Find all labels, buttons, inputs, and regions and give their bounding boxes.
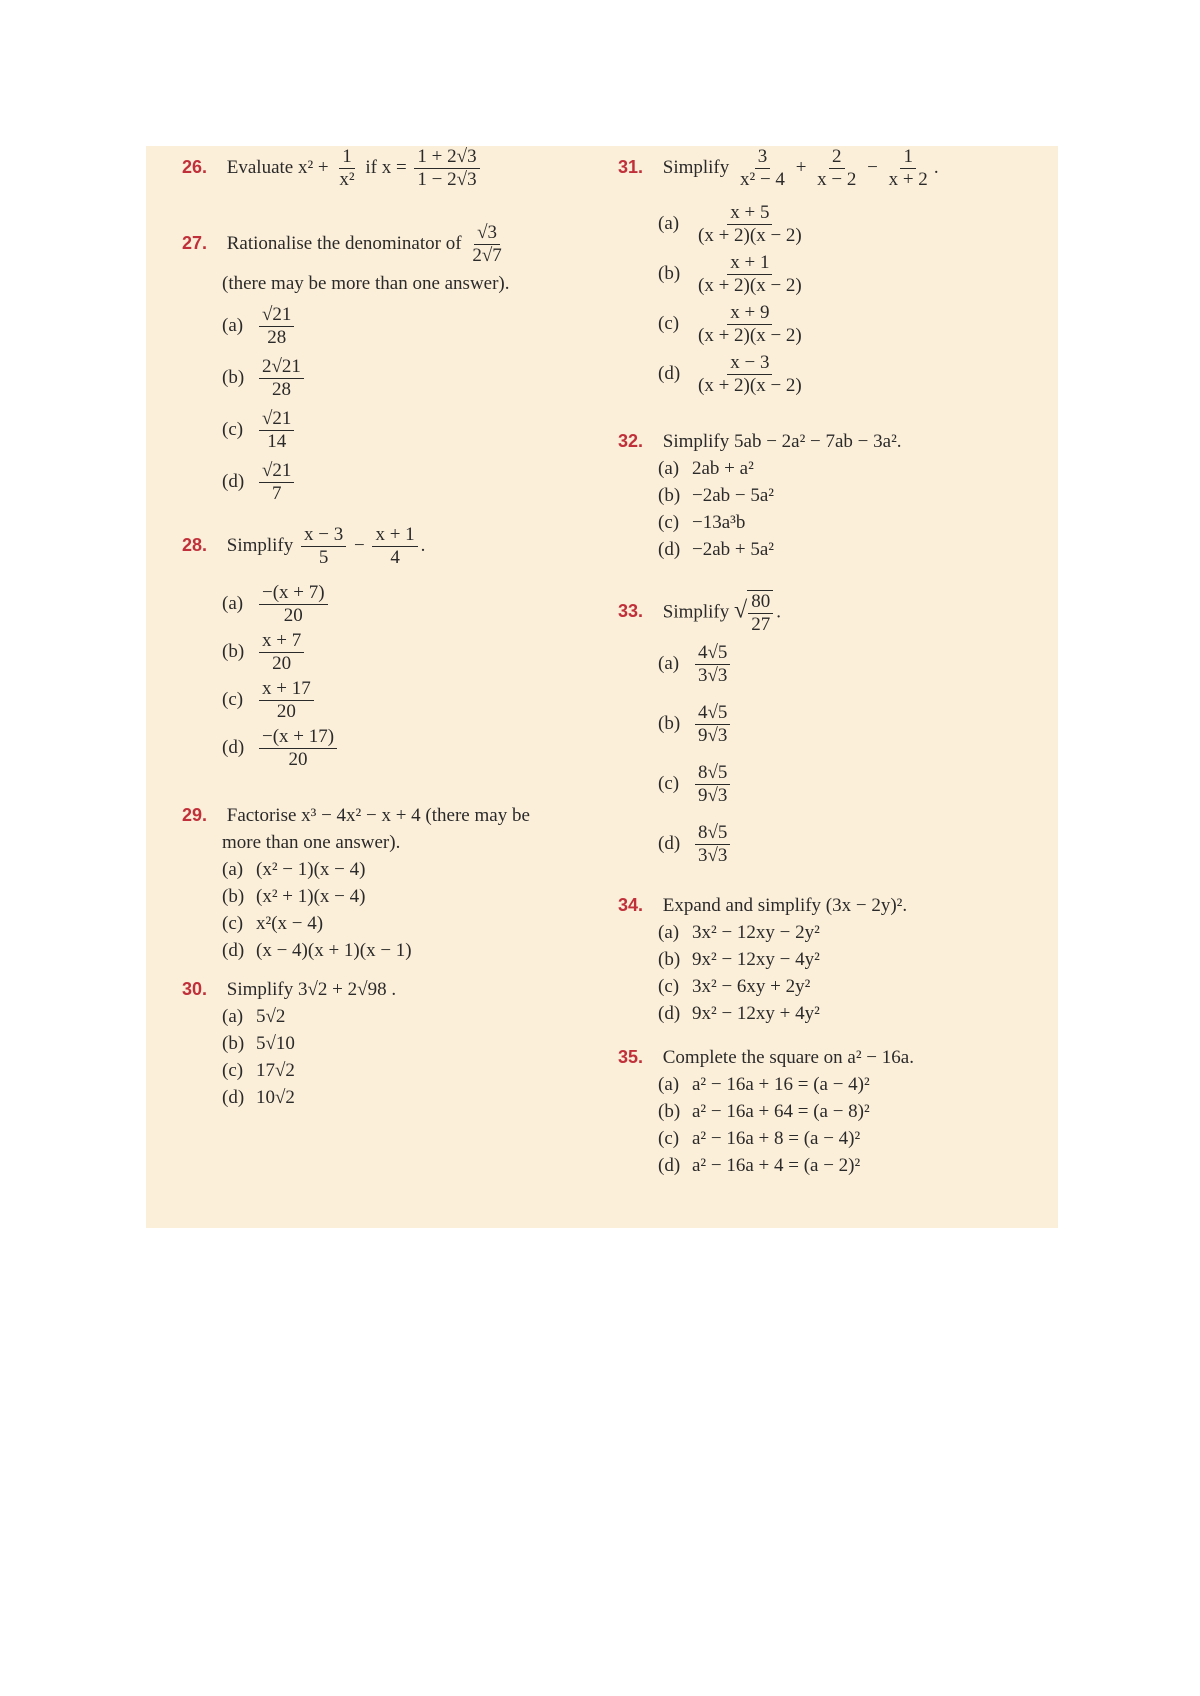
question-34 — [618, 892, 907, 919]
option-27b[interactable]: (b) $\frac{2√21}{28}$ — [222, 356, 307, 401]
question-note: (there may be more than one answer). — [222, 273, 510, 294]
option-32c[interactable]: (c) −13a³b — [658, 512, 746, 533]
question-text: Simplify 3√2 + 2√98 . — [226, 979, 397, 1000]
question-text: Simplify — [662, 156, 730, 178]
question-35 — [618, 1044, 914, 1071]
exercise-panel — [146, 146, 1058, 1228]
fraction: $\frac{80}{27}$ — [747, 590, 773, 636]
question-26 — [182, 146, 483, 191]
option-30b[interactable]: (b) 5√10 — [222, 1033, 295, 1054]
option-31c[interactable]: (c) $\frac{x + 9}{(x + 2)(x - 2)}$ — [658, 302, 802, 346]
question-28: 28. Simplify $\frac{x - 3}{5}$ − $\frac{x + 1}{4}$ . — [182, 524, 426, 568]
question-29 — [182, 802, 530, 829]
option-35c[interactable]: (c) a² − 16a + 8 = (a − 4)² — [658, 1128, 861, 1149]
option-30d[interactable]: (d) 10√2 — [222, 1087, 295, 1108]
fraction: $\frac{2}{x - 2}$ — [817, 146, 857, 190]
question-number: 34. — [618, 895, 644, 915]
question-text: Evaluate — [226, 156, 294, 178]
option-27a[interactable]: (a) $\frac{√21}{28}$ — [222, 304, 297, 349]
question-32 — [618, 428, 902, 455]
expression: if x = — [365, 156, 407, 178]
option-29b[interactable]: (b) (x² + 1)(x − 4) — [222, 886, 366, 907]
question-number: 31. — [618, 156, 644, 177]
option-32a[interactable]: (a) 2ab + a² — [658, 458, 754, 479]
fraction: $\frac{1}{x + 2}$ — [888, 146, 928, 190]
question-text: Simplify — [226, 534, 294, 556]
radical-sign: √ — [734, 597, 748, 624]
expression: x² + — [297, 156, 329, 178]
question-number: 28. — [182, 534, 208, 555]
option-35d[interactable]: (d) a² − 16a + 4 = (a − 2)² — [658, 1155, 861, 1176]
option-35a[interactable]: (a) a² − 16a + 16 = (a − 4)² — [658, 1074, 870, 1095]
option-29a[interactable]: (a) (x² − 1)(x − 4) — [222, 859, 366, 880]
option-27d[interactable]: (d) $\frac{√21}{7}$ — [222, 460, 297, 505]
question-number: 29. — [182, 805, 208, 825]
option-34d[interactable]: (d) 9x² − 12xy + 4y² — [658, 1003, 820, 1024]
question-30 — [182, 976, 396, 1003]
option-33d[interactable]: (d) $\frac{8√5}{3√3}$ — [658, 822, 733, 867]
option-35b[interactable]: (b) a² − 16a + 64 = (a − 8)² — [658, 1101, 870, 1122]
question-number: 35. — [618, 1047, 644, 1067]
question-number: 26. — [182, 156, 208, 177]
option-33a[interactable]: (a) $\frac{4√5}{3√3}$ — [658, 642, 733, 687]
option-28d[interactable]: (d) $\frac{-(x + 17)}{20}$ — [222, 726, 340, 771]
question-text: Expand and simplify (3x − 2y)². — [662, 895, 908, 916]
question-number: 30. — [182, 979, 208, 999]
option-28a[interactable]: (a) $\frac{-(x + 7)}{20}$ — [222, 582, 331, 627]
option-31a[interactable]: (a) $\frac{x + 5}{(x + 2)(x - 2)}$ — [658, 202, 802, 246]
option-32d[interactable]: (d) −2ab + 5a² — [658, 539, 774, 560]
option-28c[interactable]: (c) $\frac{x + 17}{20}$ — [222, 678, 317, 723]
option-29c[interactable]: (c) x²(x − 4) — [222, 913, 324, 934]
option-33c[interactable]: (c) $\frac{8√5}{9√3}$ — [658, 762, 733, 807]
option-34b[interactable]: (b) 9x² − 12xy − 4y² — [658, 949, 820, 970]
option-32b[interactable]: (b) −2ab − 5a² — [658, 485, 774, 506]
option-34c[interactable]: (c) 3x² − 6xy + 2y² — [658, 976, 811, 997]
option-29d[interactable]: (d) (x − 4)(x + 1)(x − 1) — [222, 940, 412, 961]
option-31d[interactable]: (d) $\frac{x - 3}{(x + 2)(x - 2)}$ — [658, 352, 802, 396]
question-text-cont: more than one answer). — [222, 832, 401, 853]
option-30a[interactable]: (a) 5√2 — [222, 1006, 286, 1027]
option-31b[interactable]: (b) $\frac{x + 1}{(x + 2)(x - 2)}$ — [658, 252, 802, 296]
fraction: $\frac{x - 3}{5}$ — [301, 524, 346, 569]
question-text: Simplify 5ab − 2a² − 7ab − 3a². — [662, 431, 902, 452]
question-27 — [182, 222, 508, 267]
question-31: 31. Simplify $\frac{3}{\text{x² − 4}}$ + $\frac{2}{x - 2}$ − $\frac{1}{x + 2}$ . — [618, 146, 939, 190]
question-number: 32. — [618, 431, 644, 451]
fraction: $\frac{1}{\text{x²}}$ — [339, 146, 355, 190]
option-34a[interactable]: (a) 3x² − 12xy − 2y² — [658, 922, 820, 943]
question-text: Rationalise the denominator of — [226, 232, 462, 254]
question-number: 27. — [182, 232, 208, 253]
fraction: $\frac{√3}{2√7}$ — [472, 222, 502, 266]
fraction: $\frac{x + 1}{4}$ — [372, 524, 417, 569]
fraction: $\frac{3}{\text{x² − 4}}$ — [740, 146, 785, 190]
question-text: Complete the square on a² − 16a. — [662, 1047, 914, 1068]
fraction: $\frac{1 + 2√3}{1 - 2√3}$ — [414, 146, 479, 191]
question-number: 33. — [618, 601, 644, 622]
option-27c[interactable]: (c) $\frac{√21}{14}$ — [222, 408, 297, 453]
question-33: 33. Simplify √ $\frac{80}{27}$ . — [618, 591, 781, 635]
option-33b[interactable]: (b) $\frac{4√5}{9√3}$ — [658, 702, 733, 747]
option-30c[interactable]: (c) 17√2 — [222, 1060, 295, 1081]
option-28b[interactable]: (b) $\frac{x + 7}{20}$ — [222, 630, 307, 675]
question-text: Factorise x³ − 4x² − x + 4 (there may be — [226, 805, 530, 826]
question-text: Simplify — [662, 601, 730, 623]
